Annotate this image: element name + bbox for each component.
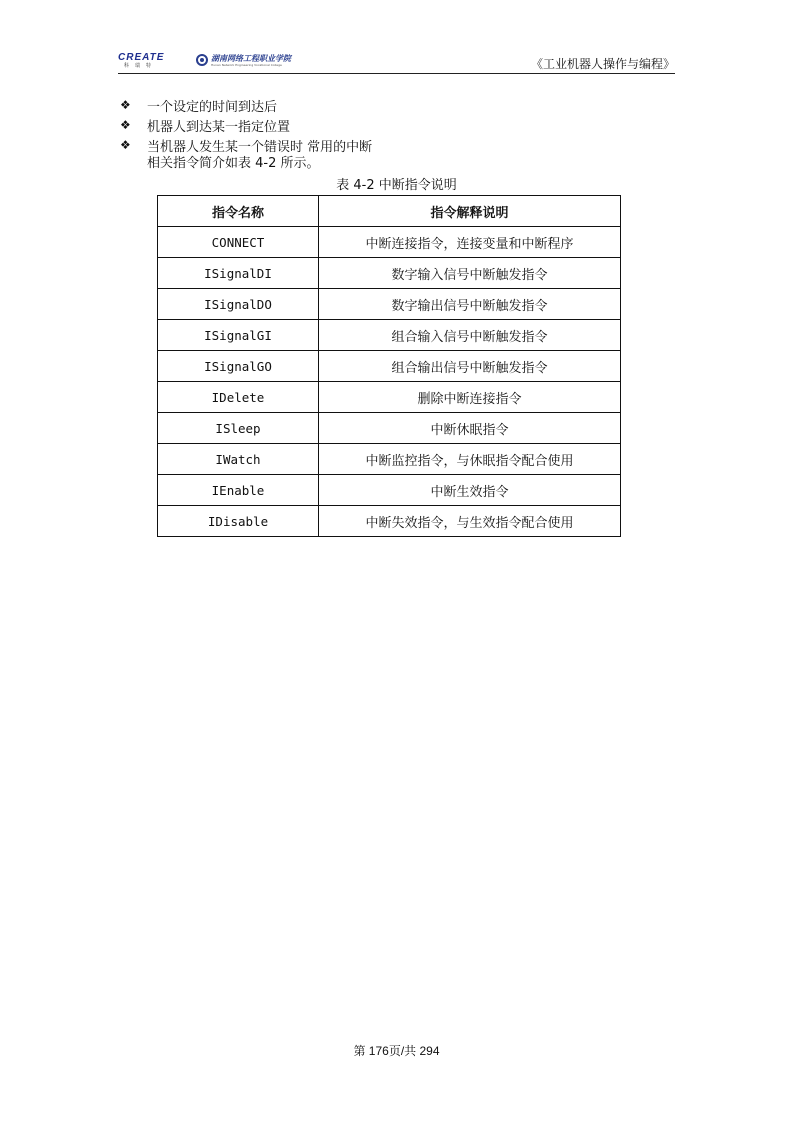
table-row xyxy=(158,289,621,320)
bullet-text: 机器人到达某一指定位置 xyxy=(147,119,291,135)
list-item xyxy=(120,95,640,115)
instruction-name: ISignalDO xyxy=(158,289,319,320)
instruction-description: 中断监控指令，与休眠指令配合使用 xyxy=(319,444,621,475)
instruction-description: 中断连接指令，连接变量和中断程序 xyxy=(319,227,621,258)
table-reference-text: 相关指令简介如表 4-2 所示。 xyxy=(147,156,320,171)
instruction-name: IDelete xyxy=(158,382,319,413)
column-header-name: 指令名称 xyxy=(158,196,319,227)
book-title: 《工业机器人操作与编程》 xyxy=(530,57,675,71)
instruction-description: 中断失效指令，与生效指令配合使用 xyxy=(319,506,621,537)
table-caption: 表 4-2 中断指令说明 xyxy=(336,178,457,193)
instruction-description: 中断休眠指令 xyxy=(319,413,621,444)
bullet-list xyxy=(120,95,640,155)
instruction-name: CONNECT xyxy=(158,227,319,258)
table-row xyxy=(158,382,621,413)
instruction-description: 数字输出信号中断触发指令 xyxy=(319,289,621,320)
table-row xyxy=(158,444,621,475)
table-row xyxy=(158,506,621,537)
table-row xyxy=(158,413,621,444)
instruction-name: ISignalDI xyxy=(158,258,319,289)
table-row xyxy=(158,258,621,289)
instruction-name: ISleep xyxy=(158,413,319,444)
diamond-bullet-icon: ❖ xyxy=(120,118,131,132)
table-row xyxy=(158,320,621,351)
page-number: 第 176页/共 294 xyxy=(353,1044,440,1058)
college-logo xyxy=(196,50,291,70)
college-emblem-icon xyxy=(196,54,208,66)
page-header xyxy=(118,50,675,74)
diamond-bullet-icon: ❖ xyxy=(120,98,131,112)
create-logo-subtitle: 科瑞特 xyxy=(124,63,158,69)
instruction-description: 删除中断连接指令 xyxy=(319,382,621,413)
create-logo xyxy=(118,52,178,72)
column-header-description: 指令解释说明 xyxy=(319,196,621,227)
instruction-name: IWatch xyxy=(158,444,319,475)
instruction-name: IEnable xyxy=(158,475,319,506)
bullet-text: 一个设定的时间到达后 xyxy=(147,99,278,115)
college-logo-name: 湖南网络工程职业学院 xyxy=(211,53,291,63)
instruction-description: 组合输出信号中断触发指令 xyxy=(319,351,621,382)
college-logo-english: Hunan Network Engineering Vocational College xyxy=(211,63,282,67)
diamond-bullet-icon: ❖ xyxy=(120,138,131,152)
instruction-description: 中断生效指令 xyxy=(319,475,621,506)
instruction-table xyxy=(157,195,621,537)
list-item xyxy=(120,115,640,135)
table-header-row xyxy=(158,196,621,227)
table-row xyxy=(158,475,621,506)
instruction-description: 组合输入信号中断触发指令 xyxy=(319,320,621,351)
instruction-name: IDisable xyxy=(158,506,319,537)
table-row xyxy=(158,227,621,258)
bullet-text: 当机器人发生某一个错误时 常用的中断 xyxy=(147,139,373,155)
instruction-name: ISignalGO xyxy=(158,351,319,382)
instruction-description: 数字输入信号中断触发指令 xyxy=(319,258,621,289)
table-row xyxy=(158,351,621,382)
create-logo-wordmark: CREATE xyxy=(118,52,165,63)
header-divider xyxy=(118,73,675,74)
instruction-name: ISignalGI xyxy=(158,320,319,351)
